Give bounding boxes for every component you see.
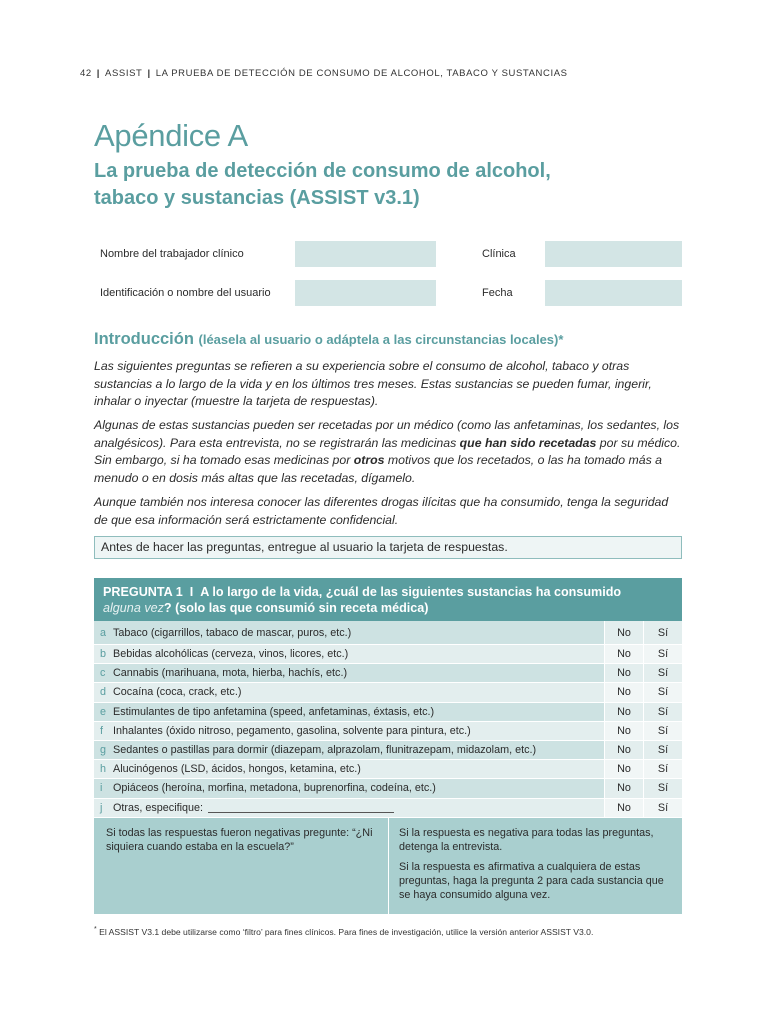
date-label: Fecha xyxy=(482,287,513,299)
intro-paragraph-3: Aunque también nos interesa conocer las diferentes drogas ilícitas que ha consumido, tenga la seguridad de que esa información será estrictamente confidencial. xyxy=(94,495,669,527)
answer-yes-c[interactable]: Sí xyxy=(643,664,682,682)
clinician-field[interactable] xyxy=(295,241,436,267)
running-header: 42 | ASSIST | LA PRUEBA DE DETECCIÓN DE CONSUMO DE ALCOHOL, TABACO Y SUSTANCIAS xyxy=(80,68,568,79)
intro-paragraph-2: Algunas de estas sustancias pueden ser recetadas por un médico (como las anfetaminas, los sedantes, los analgésicos). Para esta entrevista, no se registrarán las medicinas que han sido recetadas por su médico. Sin embargo, si ha tomado esas medicinas por otros motivos que los recetados, o las ha tomado más a menudo o en dosis más altas que las recetadas, dígamelo. xyxy=(94,418,681,485)
clinic-label: Clínica xyxy=(482,248,516,260)
answer-no-f[interactable]: No xyxy=(604,722,643,740)
answer-yes-b[interactable]: Sí xyxy=(643,645,682,663)
answer-no-h[interactable]: No xyxy=(604,760,643,778)
user-id-label: Identificación o nombre del usuario xyxy=(100,287,271,299)
question-row-d xyxy=(94,683,682,702)
clinic-field[interactable] xyxy=(545,241,682,267)
answer-yes-j[interactable]: Sí xyxy=(643,799,682,817)
answer-yes-d[interactable]: Sí xyxy=(643,683,682,701)
instruction-right xyxy=(389,818,682,914)
question-row-g xyxy=(94,741,682,760)
emphasis-prescribed: que han sido recetadas xyxy=(459,435,597,450)
appendix-title: Apéndice A xyxy=(94,118,248,153)
answer-yes-f[interactable]: Sí xyxy=(643,722,682,740)
substance-cell xyxy=(94,703,604,721)
row-letter: h xyxy=(100,763,107,776)
question-1-instructions xyxy=(94,818,682,914)
intro-heading-subtitle: (léasela al usuario o adáptela a las circunstancias locales)* xyxy=(198,332,564,347)
substance-label: Otras, especifique: xyxy=(113,801,204,814)
row-letter: a xyxy=(100,626,107,639)
substance-cell xyxy=(94,760,604,778)
substance-cell xyxy=(94,683,604,701)
specify-other-field[interactable] xyxy=(208,803,394,813)
substance-cell xyxy=(94,741,604,759)
question-1-block xyxy=(94,578,682,914)
intro-heading xyxy=(94,330,563,349)
substance-label: Inhalantes (óxido nitroso, pegamento, gasolina, solvente para pintura, etc.) xyxy=(113,724,471,737)
substance-cell xyxy=(94,779,604,797)
answer-yes-a[interactable]: Sí xyxy=(643,621,682,644)
row-letter: b xyxy=(100,648,107,661)
question-row-j xyxy=(94,799,682,818)
notice-box: Antes de hacer las preguntas, entregue al usuario la tarjeta de respuestas. xyxy=(94,536,682,559)
row-letter: e xyxy=(100,705,107,718)
emphasis-other: otros xyxy=(353,453,385,467)
form-row-user xyxy=(94,280,682,307)
intro-paragraph-1: Las siguientes preguntas se refieren a su experiencia sobre el consumo de alcohol, tabaco y otras sustancias a lo largo de la vida y en los últimos tres meses. Estas sustancias se pueden fumar, ingerir, inhalar o inyectar (muestre la tarjeta de respuestas). xyxy=(94,359,652,408)
answer-yes-e[interactable]: Sí xyxy=(643,703,682,721)
substance-label: Cannabis (marihuana, mota, hierba, hachís, etc.) xyxy=(113,667,348,680)
question-row-c xyxy=(94,664,682,683)
running-header-title: LA PRUEBA DE DETECCIÓN DE CONSUMO DE ALCOHOL, TABACO Y SUSTANCIAS xyxy=(155,68,568,79)
row-letter: j xyxy=(100,801,103,814)
substance-label: Bebidas alcohólicas (cerveza, vinos, licores, etc.) xyxy=(113,648,349,661)
question-row-b xyxy=(94,645,682,664)
question-row-a xyxy=(94,621,682,645)
answer-yes-h[interactable]: Sí xyxy=(643,760,682,778)
footnote xyxy=(94,926,593,937)
substance-label: Opiáceos (heroína, morfina, metadona, buprenorfina, codeína, etc.) xyxy=(113,782,436,795)
substance-cell xyxy=(94,664,604,682)
form-row-clinician xyxy=(94,241,682,268)
page-number: 42 xyxy=(80,68,92,79)
row-letter: f xyxy=(100,724,103,737)
instruction-continue: Si la respuesta es afirmativa a cualquiera de estas preguntas, haga la pregunta 2 para cada sustancia que se haya consumido alguna vez. xyxy=(399,860,664,901)
answer-yes-g[interactable]: Sí xyxy=(643,741,682,759)
answer-no-c[interactable]: No xyxy=(604,664,643,682)
substance-label: Sedantes o pastillas para dormir (diazepam, alprazolam, flunitrazepam, midazolam, etc.) xyxy=(113,744,537,757)
substance-cell xyxy=(94,799,604,817)
substance-label: Estimulantes de tipo anfetamina (speed, anfetaminas, éxtasis, etc.) xyxy=(113,705,435,718)
answer-yes-i[interactable]: Sí xyxy=(643,779,682,797)
answer-no-b[interactable]: No xyxy=(604,645,643,663)
question-row-e xyxy=(94,703,682,722)
date-field[interactable] xyxy=(545,280,682,306)
answer-no-j[interactable]: No xyxy=(604,799,643,817)
answer-no-i[interactable]: No xyxy=(604,779,643,797)
instruction-stop: Si la respuesta es negativa para todas las preguntas, detenga la entrevista. xyxy=(399,826,654,853)
answer-no-a[interactable]: No xyxy=(604,621,643,644)
question-row-i xyxy=(94,779,682,798)
footnote-mark: * xyxy=(94,926,97,933)
question-1-label: PREGUNTA 1 xyxy=(103,585,183,599)
substance-label: Tabaco (cigarrillos, tabaco de mascar, puros, etc.) xyxy=(113,626,352,639)
user-id-field[interactable] xyxy=(295,280,436,306)
answer-no-d[interactable]: No xyxy=(604,683,643,701)
substance-label: Alucinógenos (LSD, ácidos, hongos, ketamina, etc.) xyxy=(113,763,361,776)
row-letter: i xyxy=(100,782,103,795)
intro-heading-title: Introducción xyxy=(94,330,194,348)
question-row-h xyxy=(94,760,682,779)
question-1-header: PREGUNTA 1 I A lo largo de la vida, ¿cuál de las siguientes sustancias ha consumido alguna vez? (solo las que consumió sin receta médica) xyxy=(94,578,682,621)
answer-no-g[interactable]: No xyxy=(604,741,643,759)
answer-no-e[interactable]: No xyxy=(604,703,643,721)
question-row-f xyxy=(94,722,682,741)
footnote-text: El ASSIST V3.1 debe utilizarse como ‘filtro’ para fines clínicos. Para fines de investigación, utilice la versión anterior ASSIST V3.0. xyxy=(99,926,594,937)
substance-cell xyxy=(94,621,604,644)
substance-cell xyxy=(94,645,604,663)
substance-label: Cocaína (coca, crack, etc.) xyxy=(113,686,242,699)
row-letter: c xyxy=(100,667,106,680)
row-letter: d xyxy=(100,686,107,699)
row-letter: g xyxy=(100,744,107,757)
question-1-rows xyxy=(94,621,682,818)
question-1-text: A lo largo de la vida, ¿cuál de las siguientes sustancias ha consumido xyxy=(200,585,622,599)
question-1-emphasis: alguna vez xyxy=(103,601,164,615)
clinician-label: Nombre del trabajador clínico xyxy=(100,248,244,260)
substance-cell xyxy=(94,722,604,740)
running-header-section: ASSIST xyxy=(105,68,143,79)
document-title: La prueba de detección de consumo de alcohol, tabaco y sustancias (ASSIST v3.1) xyxy=(94,160,551,209)
instruction-negative: Si todas las respuestas fueron negativas pregunte: “¿Ni siquiera cuando estaba en la escuela?” xyxy=(94,818,389,914)
